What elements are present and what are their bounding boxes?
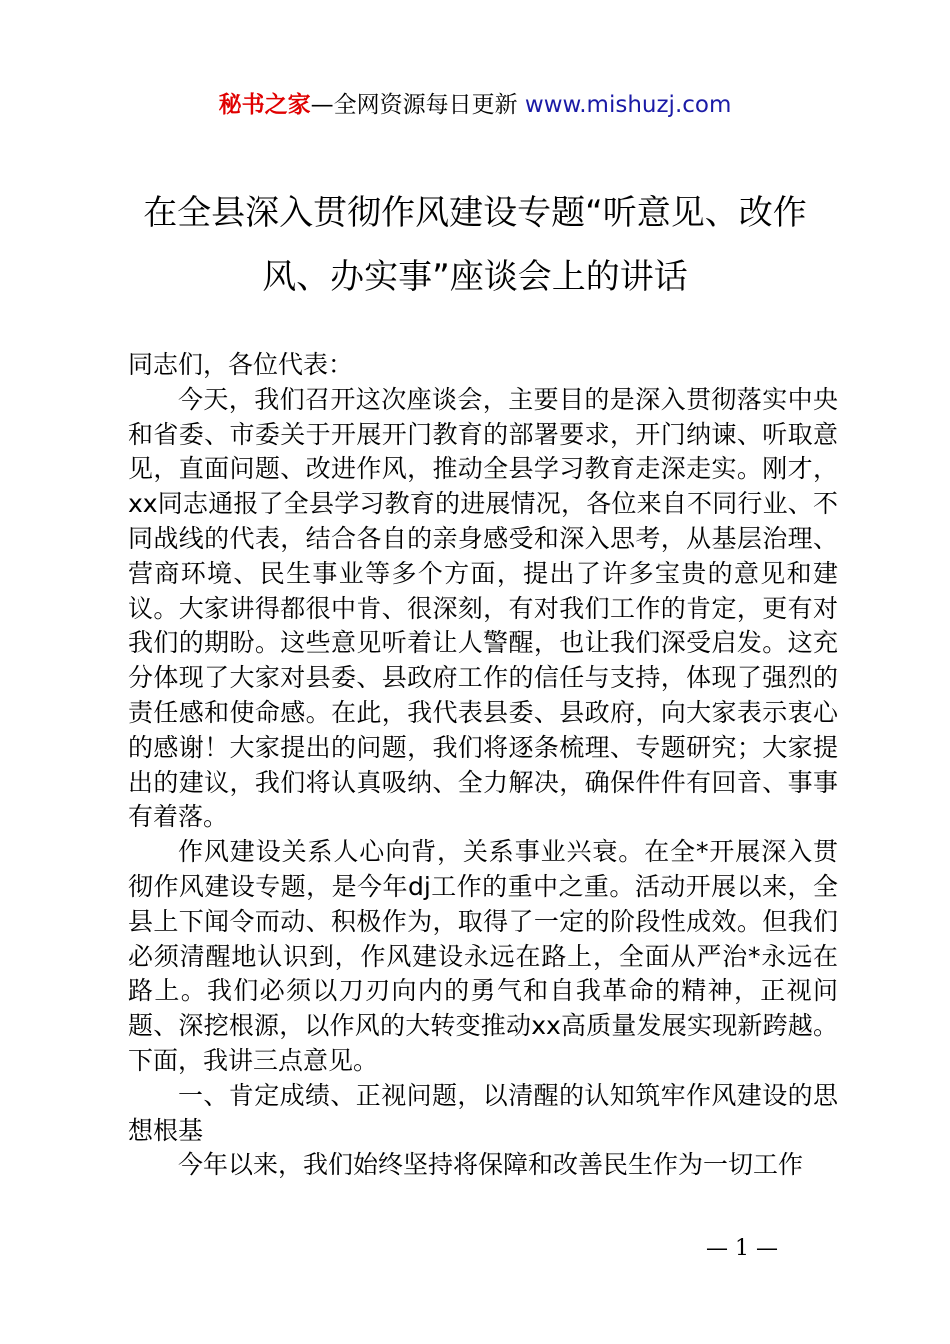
document-title: 在全县深入贯彻作风建设专题“听意见、改作风、办实事”座谈会上的讲话 (143, 193, 807, 297)
site-brand: 秘书之家 (218, 92, 311, 118)
paragraph-2: 作风建设关系人心向背，关系事业兴衰。在全*开展深入贯彻作风建设专题，是今年dj工作的重中之重。活动开展以来，全县上下闻令而动、积极作为，取得了一定的阶段性成效。但我们必须清醒地认识到，作风建设永远在路上，全面从严治*永远在路上。我们必须以刀刃向内的勇气和自我革命的精神，正视问题、深挖根源，以作风的大转变推动xx高质量发展实现新跨越。下面，我讲三点意见。 (128, 837, 838, 1075)
site-tagline: —全网资源每日更新 (310, 92, 525, 118)
salutation: 同志们，各位代表： (128, 350, 354, 379)
site-header (0, 88, 950, 122)
site-url-link[interactable]: www.mishuzj.com (524, 92, 732, 118)
document-body (128, 348, 838, 1183)
paragraph-1: 今天，我们召开这次座谈会，主要目的是深入贯彻落实中央和省委、市委关于开展开门教育的部署要求，开门纳谏、听取意见，直面问题、改进作风，推动全县学习教育走深走实。刚才，xx同志通报了全县学习教育的进展情况，各位来自不同行业、不同战线的代表，结合各自的亲身感受和深入思考，从基层治理、营商环境、民生事业等多个方面，提出了许多宝贵的意见和建议。大家讲得都很中肯、很深刻，有对我们工作的肯定，更有对我们的期盼。这些意见听着让人警醒，也让我们深受启发。这充分体现了大家对县委、县政府工作的信任与支持，体现了强烈的责任感和使命感。在此，我代表县委、县政府，向大家表示衷心的感谢！大家提出的问题，我们将逐条梳理、专题研究；大家提出的建议，我们将认真吸纳、全力解决，确保件件有回音、事事有着落。 (128, 384, 838, 832)
section-heading-1: 一、肯定成绩、正视问题，以清醒的认知筑牢作风建设的思想根基 (128, 1080, 838, 1145)
page-number: — 1 — (706, 1236, 778, 1261)
paragraph-3: 今年以来，我们始终坚持将保障和改善民生作为一切工作 (178, 1150, 804, 1180)
